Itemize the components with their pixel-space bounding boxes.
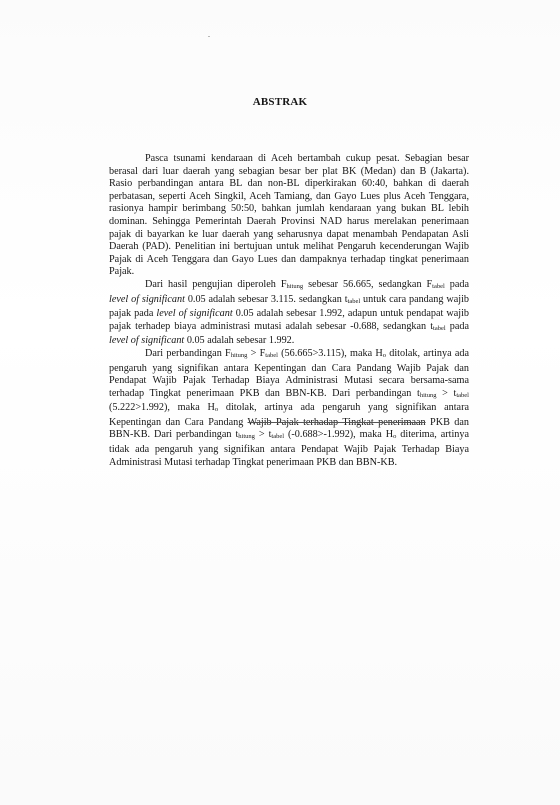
- italic-term: level of significant: [109, 293, 185, 305]
- struck-text: Wajib Pajak terhadap Tingkat penerimaan: [247, 416, 426, 428]
- p2-text: sebesar 56.665, sedangkan F: [303, 278, 433, 290]
- italic-term: level of significant: [156, 308, 233, 320]
- p3-text: Dari perbandingan F: [145, 347, 231, 359]
- p3-text: (5.222>1.992), maka H: [109, 402, 215, 414]
- subscript: hitung: [238, 433, 255, 441]
- paragraph-3: [109, 348, 469, 469]
- p2-text: 0.05 adalah sebesar 1.992.: [184, 335, 295, 347]
- subscript: tabel: [432, 282, 445, 290]
- p2-text: Dari hasil pengujian diperoleh F: [145, 278, 287, 290]
- subscript: tabel: [433, 324, 446, 332]
- p3-text: > t: [436, 387, 457, 399]
- p3-text: > F: [247, 347, 266, 359]
- subscript: hitung: [230, 351, 248, 359]
- p3-text: (-0.688>-1.992), maka H: [284, 429, 394, 441]
- page-title: ABSTRAK: [252, 96, 308, 108]
- p3-text: > t: [254, 429, 272, 441]
- subscript: o: [214, 406, 219, 414]
- subscript: tabel: [271, 433, 285, 441]
- subscript: tabel: [265, 351, 278, 359]
- subscript: o: [382, 351, 386, 359]
- p3-text: (56.665>3.115), maka H: [277, 347, 383, 359]
- paragraph-2: [109, 279, 469, 348]
- subscript: tabel: [347, 297, 361, 305]
- p3-text: ditolak, artinya ada pengaruh yang signifikan antara Kepentingan dan Cara Pandang Wajib Pajak dan Pendapat Wajib Pajak Terhadap Biaya Administrasi Mutasi secara bersama-sama terhadap Tingkat penerimaan PKB dan BBN-KB. Dari perbandingan t: [109, 347, 469, 399]
- p2-text: 0.05 adalah sebesar 1.992, adapun untuk pendapat wajib pajak terhadep biaya administrasi mutasi adalah sebesar -0.688, sedangkan t: [109, 308, 470, 332]
- p2-text: untuk cara pandang wajib pajak pada: [109, 293, 470, 320]
- subscript: hitung: [419, 391, 437, 399]
- italic-term: level of significant: [109, 335, 185, 347]
- p2-text: pada: [445, 320, 469, 332]
- p2-text: 0.05 adalah sebesar 3.115. sedangkan t: [184, 293, 348, 305]
- p2-text: pada: [444, 278, 470, 290]
- p3-text: ditolak, artinya ada pengaruh yang signifikan antara Kepentingan dan Cara Pandang: [109, 402, 469, 428]
- subscript: o: [393, 433, 397, 441]
- p3-text: diterima, artinya tidak ada pengaruh yang signifikan antara Pendapat Wajib Pajak Terhadap Biaya Administrasi Mutasi terhadap Tingkat penerimaan PKB dan BBN-KB.: [109, 429, 470, 468]
- scan-speck: [208, 36, 210, 37]
- subscript: tabel: [456, 391, 469, 399]
- paragraph-1: Pasca tsunami kendaraan di Aceh bertambah cukup pesat. Sebagian besar berasal dari luar daerah yang sebagian besar ber plat BK (Medan) dan B (Jakarta). Rasio perbandingan antara BL dan non-BL diperkirakan 60:40, bahkan di daerah perbatasan, seperti Aceh Singkil, Aceh Tamiang, dan Gayo Lues plus Aceh Tenggara, rasionya hampir berimbang 50:50, bahkan jumlah kendaraan yang bukan BL lebih dominan. Sehingga Pemerintah Daerah Provinsi NAD harus merelakan penerimaan pajak di bayarkan ke luar daerah yang seharusnya dapat menambah Pendapatan Asli Daerah (PAD). Penelitian ini bertujuan untuk melihat Pengaruh kecenderungan Wajib Pajak di Aceh Tenggara dan Gayo Lues dan dampaknya terhadap tingkat penerimaan Pajak.: [109, 153, 469, 278]
- subscript: hitung: [286, 282, 304, 290]
- p3-text: PKB dan BBN-KB. Dari perbandingan t: [109, 416, 469, 441]
- abstract-body: [109, 153, 469, 469]
